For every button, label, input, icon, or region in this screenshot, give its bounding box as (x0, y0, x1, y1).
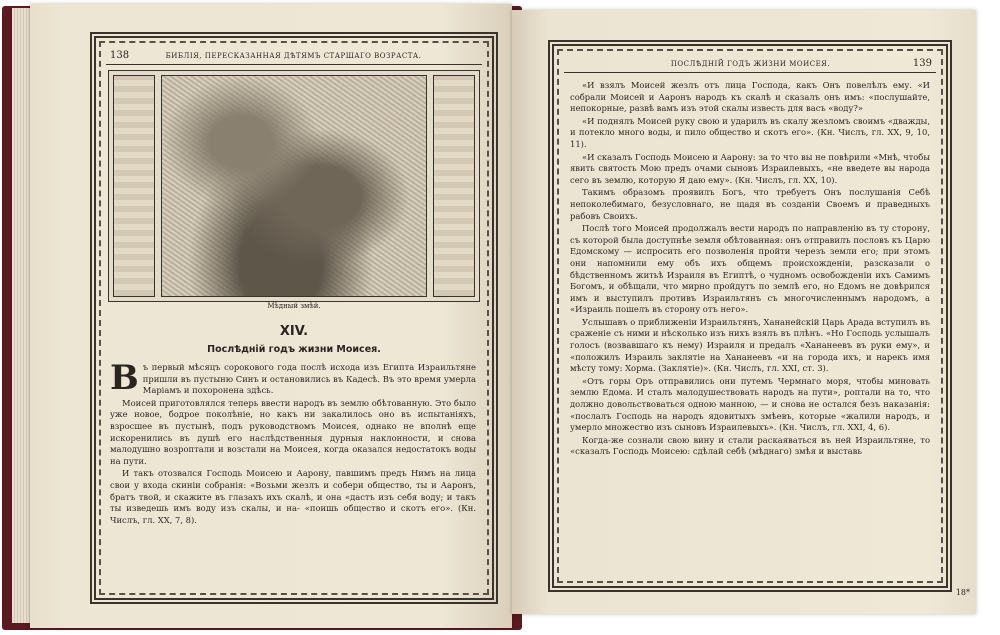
engraving-illustration (108, 70, 480, 302)
drop-cap: В (110, 358, 139, 398)
page-number: 139 (912, 58, 932, 69)
paragraph: «И взялъ Моисей жезлъ отъ лица Господа, какъ Онъ повелѣлъ ему. «И собрали Моисей и Ааронъ народъ къ скалѣ и сказалъ онъ имъ: «послушайте, непокорные, развѣ вамъ изъ этой скалы известь для васъ «воду?» (570, 80, 930, 114)
ornamental-pillar-right (433, 75, 475, 297)
left-page (30, 4, 512, 628)
right-body-text (570, 80, 930, 459)
paragraph: Послѣ того Моисей продолжалъ вести народъ по направленію въ ту сторону, съ которой была доступнѣе земля обѣтованная: онъ отправилъ пословъ къ Царю Едомскому — испросить его позволенія пройти черезъ земли его; при этомъ они напомнили ему объ ихъ общемъ происхожденіи, разсказали о бѣдственномъ житьѣ Израиля въ Египтѣ, о чудномъ освобожденіи ихъ Самимъ Богомъ, и обѣщали, что мирно пройдутъ по землѣ его, но Едомъ не довѣрился имъ и выступилъ противъ Израильтянъ съ многочисленнымъ народомъ, а «Израиль пошелъ въ сторону отъ него». (570, 223, 930, 315)
chapter-number: XIV. (279, 324, 309, 339)
paragraph: И такъ отозвался Господь Моисею и Аарону, павшимъ предъ Нимъ на лица свои у входа скиніи собранія: «Возьми жезлъ и собери общество, ты и Ааронъ, братъ твой, и скажите въ глазахъ ихъ скалѣ, и она «дастъ изъ себя воду; и такъ ты изведешь имъ воду изъ скалы, и на- «поишь общество и скотъ его». (Кн. Числъ, гл. XX, 7, 8). (110, 468, 476, 525)
paragraph: Такимъ образомъ проявилъ Богъ, что требуетъ Онъ послушанія Себѣ непоколебимаго, безусловнаго, не щадя въ созданіи Своемъ и праведныхъ рабовъ Своихъ. (570, 187, 930, 221)
chapter-title: Послѣдній годъ жизни Моисея. (207, 344, 381, 355)
paragraph: Когда-же сознали свою вину и стали раскаяваться въ ней Израильтяне, то «сказалъ Господь Моисею: сдѣлай себѣ (мѣднаго) змѣя и выставь (570, 434, 930, 457)
bronze-serpent-scene (161, 75, 427, 297)
paragraph: Услышавъ о приближеніи Израильтянъ, Хананейскій Царь Арада вступилъ въ сраженіе съ ними и нѣсколько изъ нихъ взялъ въ плѣнъ. «Но Господь услышалъ голосъ (возвавшаго къ нему) Израиля и предалъ «Хананеевъ въ руки ему», и «положилъ Израиль заклятіе на Хананеевъ «и на города ихъ, и нарекъ имя мѣсту тому: Хорма. (Заклятіе)». (Кн. Числъ, гл. XXI, ст. 3). (570, 316, 930, 374)
illustration-caption: Мѣдный змѣй. (267, 302, 321, 310)
paragraph: «И сказалъ Господь Моисею и Аарону: за то что вы не повѣрили «Мнѣ, чтобы явить святость Мою предъ очами сыновъ Израилевыхъ, «не введете вы народа сего въ землю, которую Я даю ему». (Кн. Числъ, гл. XX, 10). (570, 151, 930, 185)
paragraph: «И поднялъ Моисей руку свою и ударилъ въ скалу жезломъ своимъ «дважды, и потекло много воды, и пило общество и скотъ его». (Кн. Числъ, гл. XX, 9, 10, 11). (570, 115, 930, 149)
right-page (512, 10, 976, 614)
printer-signature-mark: 18* (955, 588, 970, 597)
paragraph: Моисей приготовлялся теперь ввести народъ въ землю обѣтованную. Это было уже новое, бодрое поколѣніе, но какъ ни закалилось оно въ испытаніяхъ, взросшее въ пустынѣ, подъ руководствомъ Моисея, однако не вполнѣ еще искоренились въ душѣ его наслѣдственныя дурныя наклонности, и снова малодушно возроптали и возстали на Моисея, когда оказался недостатокъ воды на пути. (110, 397, 476, 466)
ornamental-frame-right (548, 40, 952, 592)
running-title: БИБЛІЯ, ПЕРЕСКАЗАННАЯ ДѢТЯМЪ СТАРШАГО ВОЗРАСТА. (165, 52, 422, 60)
left-body-text (110, 358, 476, 527)
left-header (106, 48, 482, 65)
running-title: ПОСЛѢДНІЙ ГОДЪ ЖИЗНИ МОИСЕЯ. (670, 60, 831, 68)
ornamental-pillar-left (113, 75, 155, 297)
right-header (564, 56, 936, 73)
ornamental-frame-left (90, 32, 498, 604)
page-number: 138 (110, 50, 130, 61)
paragraph: Въ первый мѣсяцъ сорокового года послѣ исхода изъ Египта Израильтяне пришли въ пустыню Синъ и остановились въ Кадесѣ. Въ это время умерла Маріамъ и похоронена здѣсь. (110, 358, 476, 398)
paragraph: «Отъ горы Оръ отправились они путемъ Чермнаго моря, чтобы миновать землю Едома. И сталъ малодушествовать народъ на пути», роптали на то, что должно довольствоваться одною манною, — и снова не остался безъ наказанія: «послалъ Господь на народъ ядовитыхъ змѣевъ, которые «жалили народъ, и умерло множество изъ сыновъ Израилевыхъ». (Кн. Числъ, гл. XXI, 4, 6). (570, 375, 930, 433)
